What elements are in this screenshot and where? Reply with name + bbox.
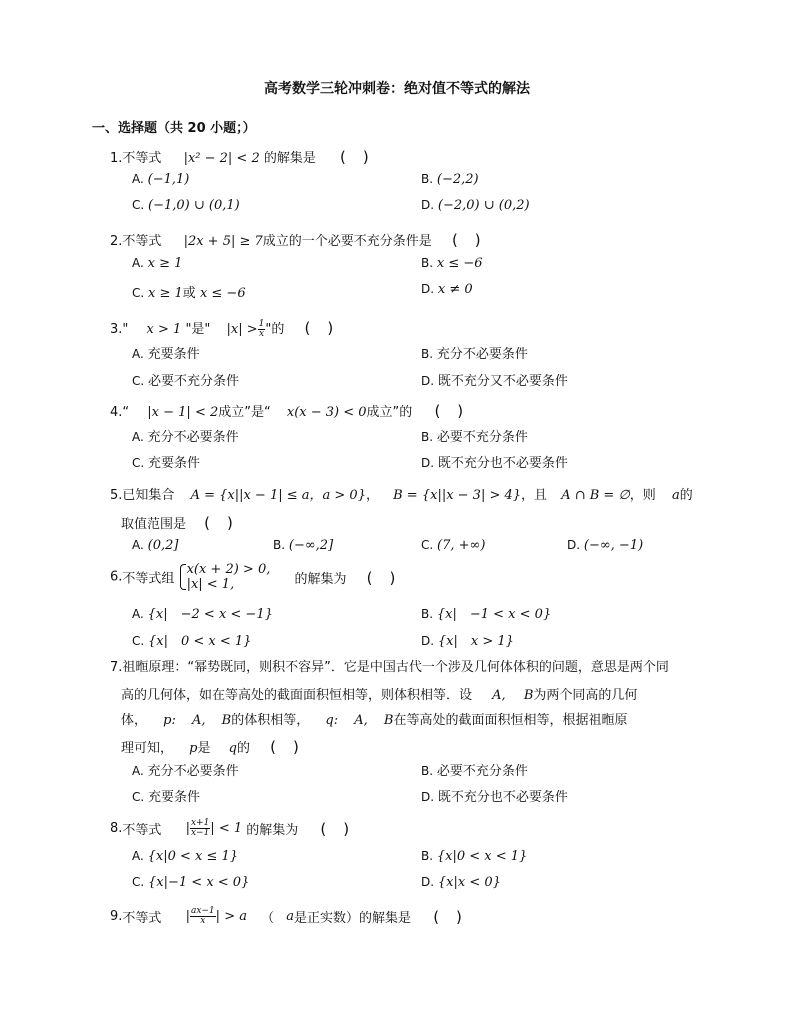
q6-option-c[interactable]: C. {x| 0 < x < 1} [132, 634, 252, 649]
q8-option-b[interactable]: B. {x|0 < x < 1} [421, 849, 528, 864]
answer-blank[interactable]: ( ) [451, 231, 482, 249]
q2-option-d[interactable]: D. x ≠ 0 [421, 282, 473, 297]
q8-option-a[interactable]: A. {x|0 < x ≤ 1} [132, 849, 239, 864]
question-3: 3." x > 1 "是" |x| > $\frac{1}{x}$ "的 ( ) [110, 319, 335, 339]
q8-option-d[interactable]: D. {x|x < 0} [421, 875, 501, 890]
q4-option-c[interactable]: C. 充要条件 [132, 456, 201, 471]
q8-expression: | $\frac{x+1}{x-1}$ | < 1 [185, 818, 243, 838]
q1-option-a[interactable]: A. (−1,1) [132, 172, 190, 187]
q4-option-b[interactable]: B. 必要不充分条件 [421, 430, 528, 445]
q3-expression-1: x > 1 [146, 322, 182, 337]
question-7-line-3: 体， p: A, B的体积相等， q: A, B在等高处的截面面积恒相等，根据祖暅原 [121, 713, 628, 728]
q3-option-b[interactable]: B. 充分不必要条件 [421, 347, 528, 362]
q6-option-b[interactable]: B. {x| −1 < x < 0} [421, 607, 552, 622]
q7-option-c[interactable]: C. 充要条件 [132, 790, 201, 805]
q3-option-d[interactable]: D. 既不充分又不必要条件 [421, 374, 568, 389]
q1-option-d[interactable]: D. (−2,0) ∪ (0,2) [421, 198, 530, 213]
answer-blank[interactable]: ( ) [366, 568, 397, 587]
q9-expression: | $\frac{ax-1}{x}$ | > a [185, 906, 247, 926]
answer-blank[interactable]: ( ) [433, 908, 463, 926]
answer-blank[interactable]: ( ) [204, 514, 234, 532]
q4-expression-1: |x − 1| < 2 [147, 405, 219, 420]
q5-option-d[interactable]: D. (−∞, −1) [567, 538, 644, 553]
q5-option-a[interactable]: A. (0,2] [132, 538, 179, 553]
question-4: 4.“ |x − 1| < 2成立”是“ x(x − 3) < 0成立”的 ( ) [110, 402, 465, 420]
question-2: 2.不等式 |2x + 5| ≥ 7成立的一个必要不充分条件是 ( ) [110, 231, 482, 249]
question-6: 6.不等式组 x(x + 2) > 0, |x| < 1, 的解集为 ( ) [110, 562, 397, 592]
q5-option-b[interactable]: B. (−∞,2] [273, 538, 334, 553]
answer-blank[interactable]: ( ) [270, 738, 300, 756]
question-7: 7.祖暅原理：“幂势既同，则积不容异”．它是中国古代一个涉及几何体体积的问题，意思是两个同 [110, 660, 669, 675]
set-b: B = {x||x − 3| > 4} [393, 488, 522, 503]
q6-option-a[interactable]: A. {x| −2 < x < −1} [132, 607, 273, 622]
q4-option-a[interactable]: A. 充分不必要条件 [132, 430, 239, 445]
question-7-line-4: 理可知， p是 q的 ( ) [121, 738, 300, 756]
answer-blank[interactable]: ( ) [340, 148, 370, 166]
q3-fraction: $\frac{1}{x}$ [258, 319, 265, 339]
question-5-line-2: 取值范围是 ( ) [121, 514, 234, 532]
q4-expression-2: x(x − 3) < 0 [286, 405, 367, 420]
inequality-system: x(x + 2) > 0, |x| < 1, [179, 562, 271, 592]
set-a: A = {x||x − 1| ≤ a，a > 0} [190, 488, 366, 503]
question-8: 8.不等式 | $\frac{x+1}{x-1}$ | < 1 的解集为 ( ) [110, 818, 351, 838]
q7-option-b[interactable]: B. 必要不充分条件 [421, 764, 528, 779]
q7-option-a[interactable]: A. 充分不必要条件 [132, 764, 239, 779]
q2-expression: |2x + 5| ≥ 7 [183, 234, 263, 249]
q4-option-d[interactable]: D. 既不充分也不必要条件 [421, 456, 568, 471]
page-title: 高考数学三轮冲刺卷：绝对值不等式的解法 [264, 81, 530, 97]
q1-expression: |x² − 2| < 2 [183, 151, 260, 166]
answer-blank[interactable]: ( ) [434, 402, 465, 420]
q8-option-c[interactable]: C. {x|−1 < x < 0} [132, 875, 250, 890]
question-7-line-2: 高的几何体，如在等高处的截面面积恒相等，则体积相等．设 A, B为两个同高的几何 [121, 688, 638, 703]
question-5: 5.已知集合 A = {x||x − 1| ≤ a，a > 0}， B = {x||x − 3| > 4}，且 A ∩ B = ∅，则 a的 [110, 488, 693, 503]
q2-option-c[interactable]: C. x ≥ 1或 x ≤ −6 [132, 286, 246, 301]
question-9: 9.不等式 | $\frac{ax-1}{x}$ | > a （ a是正实数）的解集是 ( ) [110, 906, 463, 926]
q1-option-c[interactable]: C. (−1,0) ∪ (0,1) [132, 198, 240, 213]
q3-expression-2: |x| > [226, 322, 258, 337]
q1-option-b[interactable]: B. (−2,2) [421, 172, 479, 187]
answer-blank[interactable]: ( ) [320, 820, 351, 838]
intersection-condition: A ∩ B = ∅ [561, 488, 630, 503]
q3-option-c[interactable]: C. 必要不充分条件 [132, 374, 240, 389]
q5-option-c[interactable]: C. (7, +∞) [421, 538, 486, 553]
q6-option-d[interactable]: D. {x| x > 1} [421, 634, 514, 649]
q2-option-a[interactable]: A. x ≥ 1 [132, 256, 183, 271]
q3-option-a[interactable]: A. 充要条件 [132, 347, 200, 362]
question-1: 1.不等式 |x² − 2| < 2 的解集是 ( ) [110, 148, 370, 166]
q2-option-b[interactable]: B. x ≤ −6 [421, 256, 483, 271]
section-heading: 一、选择题（共 20 小题；） [92, 121, 256, 136]
q7-option-d[interactable]: D. 既不充分也不必要条件 [421, 790, 568, 805]
answer-blank[interactable]: ( ) [304, 319, 335, 337]
